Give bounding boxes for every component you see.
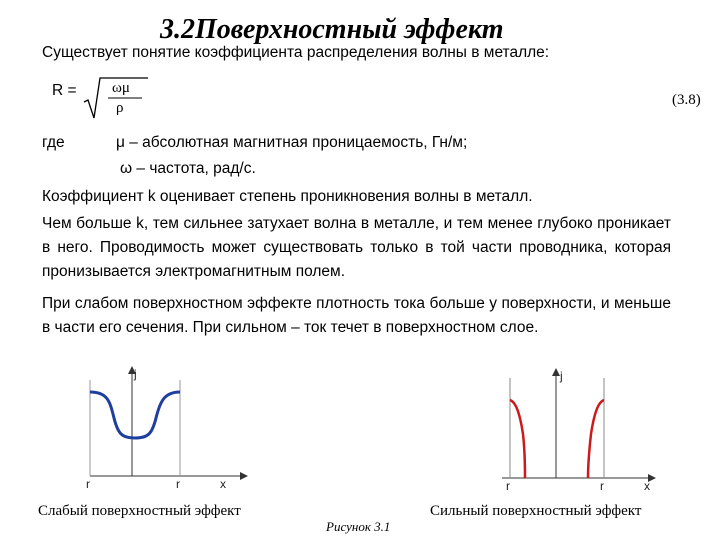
y-axis-arrow [552, 368, 560, 376]
strong-effect-plot [498, 362, 668, 497]
formula-denominator: ρ [116, 100, 124, 116]
figure-label: Рисунок 3.1 [326, 519, 391, 534]
x-axis-arrow [240, 472, 248, 480]
tick-label-r: r [600, 479, 604, 493]
where-label: где [42, 134, 65, 151]
tick-label-r: r [506, 479, 510, 493]
tick-label-r: r [86, 477, 90, 491]
formula-lhs: R = [52, 82, 77, 99]
where-line: ω – частота, рад/с. [120, 160, 256, 177]
axis-label-x: x [220, 477, 226, 491]
current-density-curve-right [588, 400, 604, 478]
current-density-curve [90, 392, 180, 438]
axis-label-j: j [560, 369, 563, 383]
paragraph: Коэффициент k оценивает степень проникновения волны в металл. [42, 188, 533, 205]
axis-label-x: x [644, 479, 650, 493]
current-density-curve-left [510, 400, 525, 478]
intro-text: Существует понятие коэффициента распределения волны в металле: [42, 44, 550, 61]
weak-effect-plot [80, 362, 250, 497]
equation-number: (3.8) [672, 92, 701, 108]
formula [52, 76, 142, 122]
paragraph: Чем больше k, тем сильнее затухает волна в металле, и тем менее глубоко проникает в него. Проводимость может существовать только в той части проводника, которая пронизывается электромагнитным полем. [42, 215, 671, 280]
where-line: μ – абсолютная магнитная проницаемость, Гн/м; [116, 134, 468, 151]
page-title: 3.2Поверхностный эффект [160, 14, 504, 45]
formula-numerator: ωμ [112, 80, 130, 96]
tick-label-r: r [176, 477, 180, 491]
caption-strong: Сильный поверхностный эффект [430, 503, 642, 519]
axis-label-j: j [134, 367, 137, 381]
caption-weak: Слабый поверхностный эффект [38, 503, 241, 519]
paragraph: При слабом поверхностном эффекте плотность тока больше у поверхности, и меньше в части его сечения. При сильном – ток течет в поверхностном слое. [42, 295, 671, 336]
